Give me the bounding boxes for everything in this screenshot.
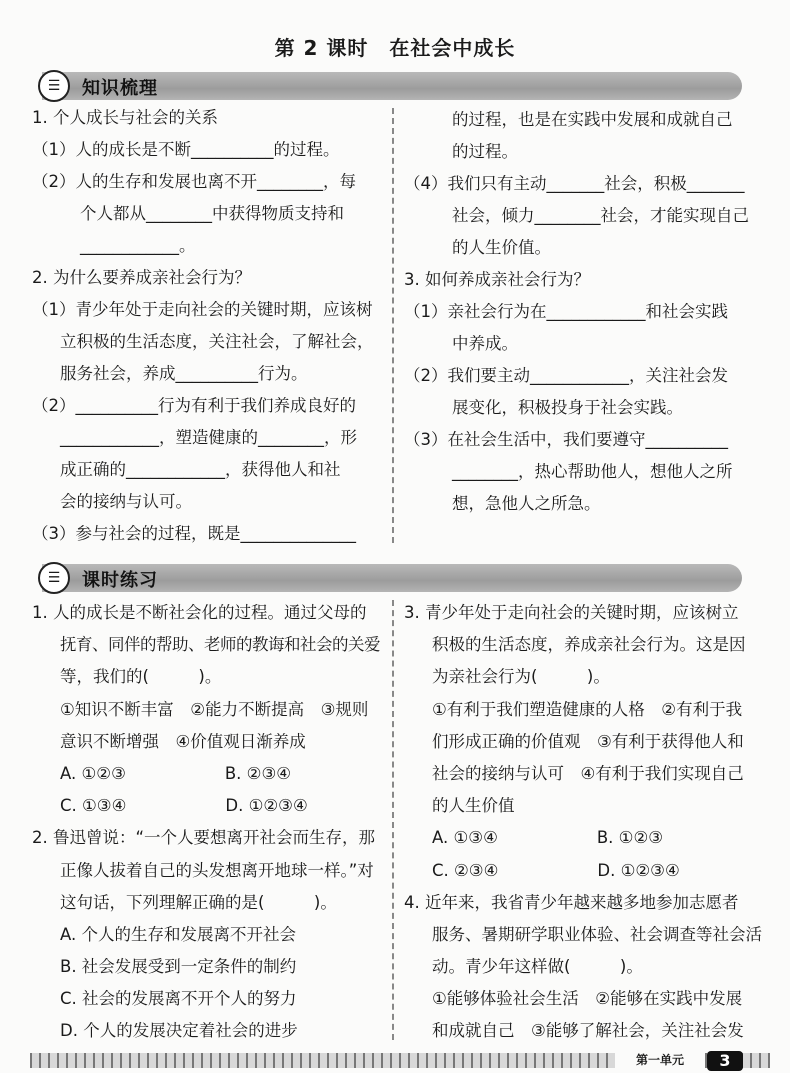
text-line: C. ①③④ D. ①②③④ (60, 796, 308, 816)
text-line: A. 个人的生存和发展离不开社会 (60, 924, 296, 944)
text-line: 等，我们的( )。 (60, 667, 222, 687)
text-line: 1. 个人成长与社会的关系 (32, 108, 218, 127)
page-title: 第 2 课时 在社会中成长 (274, 36, 516, 60)
section-title: 课时练习 (82, 570, 158, 591)
text-line: 这句话，下列理解正确的是( )。 (60, 892, 337, 912)
text-line: 为亲社会行为( )。 (432, 667, 610, 687)
text-line: 抚育、同伴的帮助、老师的教诲和社会的关爱 (60, 635, 380, 655)
book-icon: ☰ (38, 562, 70, 594)
text-line: 积极的生活态度，养成亲社会行为。这是因 (432, 635, 746, 655)
unit-label: 第一单元 (615, 1052, 705, 1069)
text-line: 3. 如何养成亲社会行为？ (404, 270, 590, 289)
text-line: ________，热心帮助他人，想他人之所 (452, 462, 733, 481)
text-line: （2）人的生存和发展也离不开________，每 (32, 172, 356, 191)
text-line: 会的接纳与认可。 (60, 492, 192, 511)
text-line: （2）我们要主动____________，关注社会发 (404, 366, 728, 385)
text-line: B. 社会发展受到一定条件的制约 (60, 957, 297, 977)
text-line: 的人生价值 (432, 796, 515, 816)
text-line: 的人生价值。 (452, 238, 551, 257)
text-line: ____________。 (80, 236, 196, 255)
text-line: 意识不断增强 ④价值观日渐养成 (60, 731, 306, 751)
text-line: C. 社会的发展离不开个人的努力 (60, 989, 297, 1009)
text-line: 中养成。 (452, 334, 518, 353)
text-line: 社会，倾力________社会，才能实现自己 (452, 206, 749, 225)
text-line: （1）亲社会行为在____________和社会实践 (404, 302, 728, 321)
knowledge-right-column (404, 104, 776, 520)
text-line: 的过程。 (452, 142, 518, 161)
text-line: （1）人的成长是不断__________的过程。 (32, 140, 340, 159)
text-line: 2. 为什么要养成亲社会行为？ (32, 268, 251, 287)
text-line: 立积极的生活态度，关注社会，了解社会， (60, 332, 374, 351)
section-title: 知识梳理 (82, 78, 158, 99)
text-line: ____________，塑造健康的________，形 (60, 428, 357, 447)
text-line: 成正确的____________，获得他人和社 (60, 460, 341, 479)
text-line: 的过程，也是在实践中发展和成就自己 (452, 110, 733, 129)
column-divider (392, 108, 394, 543)
text-line: 想，急他人之所急。 (452, 494, 601, 513)
page-number: 3 (707, 1051, 743, 1071)
text-line: （1）青少年处于走向社会的关键时期，应该树 (32, 300, 373, 319)
text-line: 个人都从________中获得物质支持和 (80, 204, 344, 223)
text-line: A. ①③④ B. ①②③ (432, 828, 664, 848)
text-line: ①知识不断丰富 ②能力不断提高 ③规则 (60, 699, 369, 719)
text-line: （4）我们只有主动_______社会，积极_______ (404, 174, 745, 193)
practice-left-column (32, 597, 384, 1048)
text-line: ①有利于我们塑造健康的人格 ②有利于我 (432, 699, 743, 719)
text-line: 们形成正确的价值观 ③有利于获得他人和 (432, 731, 744, 751)
text-line: （3）在社会生活中，我们要遵守__________ (404, 430, 728, 449)
text-line: 动。青少年这样做( )。 (432, 957, 643, 977)
text-line: （3）参与社会的过程，既是______________ (32, 524, 356, 543)
section-header-knowledge (42, 72, 742, 100)
text-line: 1. 人的成长是不断社会化的过程。通过父母的 (32, 603, 367, 622)
text-line: C. ②③④ D. ①②③④ (432, 860, 680, 880)
practice-right-column (404, 597, 776, 1048)
text-line: 和成就自己 ③能够了解社会，关注社会发 (432, 1021, 744, 1041)
text-line: 正像人拔着自己的头发想离开地球一样。”对 (60, 860, 374, 880)
section-header-practice (42, 564, 742, 592)
text-line: 服务社会，养成__________行为。 (60, 364, 308, 383)
text-line: 4. 近年来，我省青少年越来越多地参加志愿者 (404, 892, 739, 912)
book-icon: ☰ (38, 70, 70, 102)
text-line: 2. 鲁迅曾说：“一个人要想离开社会而生存，那 (32, 828, 376, 848)
text-line: 社会的接纳与认可 ④有利于我们实现自己 (432, 763, 744, 783)
knowledge-left-column (32, 102, 384, 550)
column-divider (392, 600, 394, 1040)
text-line: D. 个人的发展决定着社会的进步 (60, 1021, 298, 1041)
text-line: A. ①②③ B. ②③④ (60, 763, 292, 783)
text-line: ①能够体验社会生活 ②能够在实践中发展 (432, 989, 743, 1009)
text-line: 展变化，积极投身于社会实践。 (452, 398, 683, 417)
text-line: 服务、暑期研学职业体验、社会调查等社会活 (432, 924, 762, 944)
text-line: （2）__________行为有利于我们养成良好的 (32, 396, 356, 415)
text-line: 3. 青少年处于走向社会的关键时期，应该树立 (404, 603, 739, 622)
